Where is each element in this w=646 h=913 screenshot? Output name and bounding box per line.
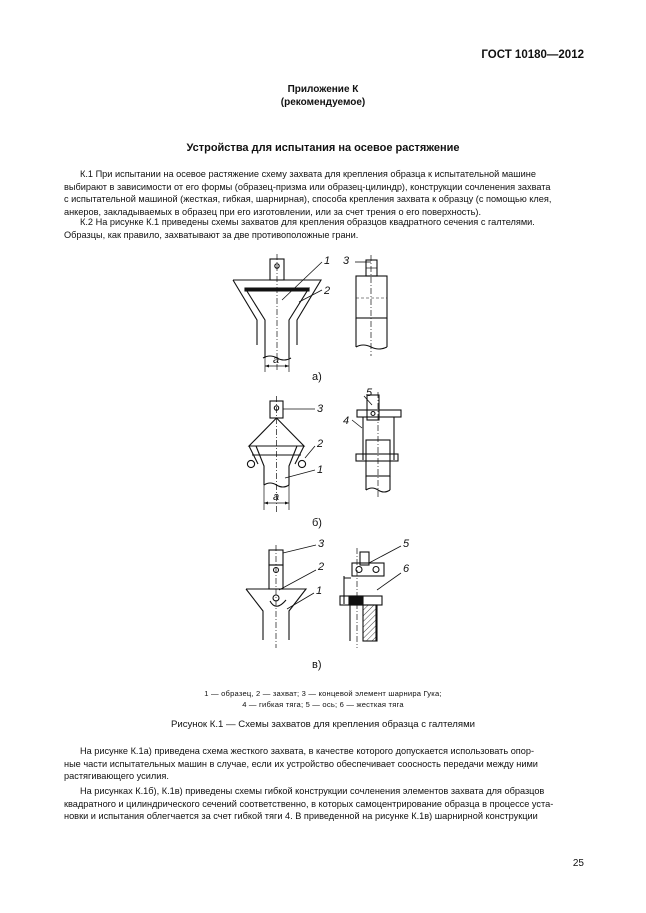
- figure-legend: [0, 688, 646, 710]
- text-line: растягивающего усилия.: [64, 771, 169, 782]
- label-1-b: 1: [317, 464, 324, 476]
- label-3-a: 3: [343, 255, 350, 267]
- label-3-b: 3: [317, 403, 324, 415]
- label-2-a: 2: [324, 285, 331, 297]
- page-number: 25: [572, 858, 584, 869]
- label-6-c: 6: [403, 563, 410, 575]
- legend-line-2: 4 — гибкая тяга; 5 — ось; 6 — жесткая тяга: [242, 700, 404, 709]
- label-4-b: 4: [343, 415, 350, 427]
- label-1-a: 1: [324, 255, 331, 267]
- label-a-dim-a: a: [273, 354, 280, 366]
- subfigure-label-c: в): [312, 659, 322, 671]
- text-line: анкеров, закладываемых в образец при его изготовлении, или за счет трения о его поверхность).: [64, 206, 482, 217]
- text-line: Образцы, как правило, захватывают за две противоположные грани.: [64, 229, 359, 240]
- label-5-b: 5: [366, 387, 373, 399]
- label-2-b: 2: [317, 438, 324, 450]
- text-line: На рисунке К.1а) приведена схема жесткого захвата, в качестве которого допускается использовать опор-: [80, 746, 535, 756]
- text-line: с испытательной машиной (жесткая, гибкая, шарнирная), способа крепления захвата к образцу (с помощью клея,: [64, 194, 552, 205]
- subfigure-label-a: а): [312, 371, 322, 383]
- text-line: новки и испытания облегчается за счет гибкой тяги 4. В приведенной на рисунке К.1в) шарнирной конструкции: [64, 811, 538, 822]
- paragraph-4: [64, 785, 586, 823]
- text-line: К.2 На рисунке К.1 приведены схемы захватов для крепления образцов квадратного сечения с галтелями.: [80, 217, 535, 227]
- appendix-title: Приложение К: [287, 84, 359, 95]
- subfigure-label-b: б): [312, 517, 322, 529]
- text-line: ные части испытательных машин в случае, если их устройство обеспечивает соосность передачи между ними: [64, 758, 538, 769]
- appendix-kind: (рекомендуемое): [280, 97, 366, 108]
- drawing-b-side: [352, 392, 401, 498]
- drawing-c-front: [246, 545, 316, 648]
- label-2-c: 2: [318, 561, 325, 573]
- label-3-c: 3: [318, 538, 325, 550]
- paragraph-3: [64, 745, 586, 783]
- text-line: квадратного и цилиндрического сечений соответственно, в которых самоцентрирование образца в процессе уста-: [64, 798, 554, 809]
- drawing-c-side: [340, 546, 401, 648]
- label-1-c: 1: [316, 585, 323, 597]
- drawing-a-side: [355, 255, 387, 356]
- standard-header: ГОСТ 10180—2012: [481, 49, 584, 61]
- figure-caption: Рисунок К.1 — Схемы захватов для крепления образца с галтелями: [170, 719, 476, 730]
- text-line: На рисунках К.1б), К.1в) приведены схемы гибкой конструкции сочленения элементов захвата для образцов: [80, 786, 545, 796]
- text-line: выбирают в зависимости от его формы (образец-призма или образец-цилиндр), конструкции сочленения захвата: [64, 181, 551, 192]
- label-5-c: 5: [403, 538, 410, 550]
- label-a-dim-b: a: [273, 491, 280, 503]
- section-title: Устройства для испытания на осевое растяжение: [186, 142, 460, 154]
- drawing-b-front: [247, 396, 315, 512]
- text-line: К.1 При испытании на осевое растяжение схему захвата для крепления образца к испытательной машине: [80, 169, 536, 179]
- legend-line-1: 1 — образец, 2 — захват; 3 — концевой элемент шарнира Гука;: [204, 689, 442, 698]
